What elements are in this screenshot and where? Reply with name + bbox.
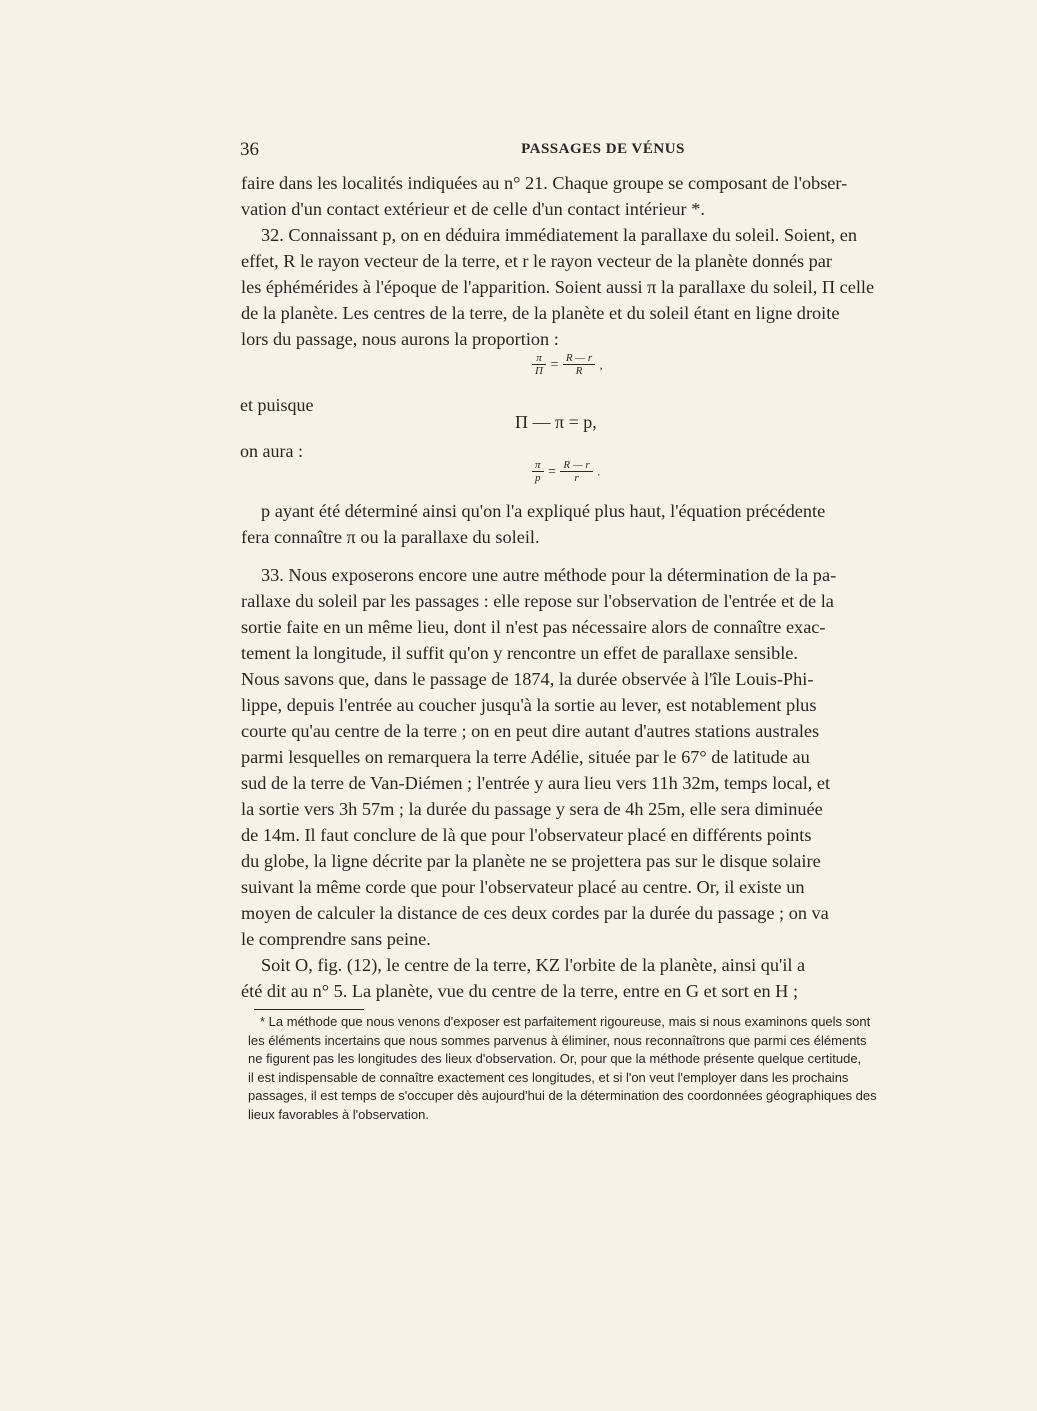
text-line: courte qu'au centre de la terre ; on en peut dire autant d'autres stations australes	[241, 721, 820, 741]
fraction: $\frac{R — r}{R}$	[563, 352, 595, 377]
section-32-conclusion	[241, 498, 927, 550]
text-line: effet, R le rayon vecteur de la terre, et r le rayon vecteur de la planète donnés par	[241, 251, 832, 271]
footnote-line: * La méthode que nous venons d'exposer est parfaitement rigoureuse, mais si nous examinons quels sont	[260, 1014, 871, 1029]
equation-difference: Π — π = p,	[515, 412, 597, 432]
page-number: 36	[240, 139, 259, 160]
section-33	[241, 562, 927, 1004]
fraction: $\frac{\pi}{\Pi}$	[532, 352, 546, 377]
continued-paragraph	[241, 170, 927, 222]
footnote-line: passages, il est temps de s'occuper dès aujourd'hui de la détermination des coordonnées géographiques des	[248, 1088, 877, 1103]
text-line: le comprendre sans peine.	[241, 929, 431, 949]
text-line: fera connaître π ou la parallaxe du soleil.	[241, 527, 540, 547]
text-line: sud de la terre de Van-Diémen ; l'entrée y aura lieu vers 11h 32m, temps local, et	[241, 773, 831, 793]
text-line: du globe, la ligne décrite par la planète ne se projettera pas sur le disque solaire	[241, 851, 821, 871]
text-line: la sortie vers 3h 57m ; la durée du passage y sera de 4h 25m, elle sera diminuée	[241, 799, 823, 819]
text-line: lors du passage, nous aurons la proportion :	[241, 329, 559, 349]
page-header	[240, 139, 926, 165]
text-line: de la planète. Les centres de la terre, de la planète et du soleil étant en ligne droite	[241, 303, 840, 323]
text-line: p ayant été déterminé ainsi qu'on l'a expliqué plus haut, l'équation précédente	[261, 501, 826, 521]
text-line: les éphémérides à l'époque de l'apparition. Soient aussi π la parallaxe du soleil, Π celle	[241, 277, 875, 297]
fraction: $\frac{R — r}{r}$	[560, 459, 592, 484]
footnote-line: lieux favorables à l'observation.	[248, 1106, 429, 1122]
footnote-line: il est indispensable de connaître exactement ces longitudes, et si l'on veut l'employer dans les prochains	[248, 1069, 849, 1085]
text-line: 32. Connaissant p, on en déduira immédiatement la parallaxe du soleil. Soient, en	[261, 225, 858, 245]
text-line: suivant la même corde que pour l'observateur placé au centre. Or, il existe un	[241, 877, 805, 897]
footnote-line: ne figurent pas les longitudes des lieux d'observation. Or, pour que la méthode présente quelque certitude,	[248, 1051, 862, 1066]
text-line: tement la longitude, il suffit qu'on y rencontre un effet de parallaxe sensible.	[241, 643, 798, 663]
text-line: vation d'un contact extérieur et de celle d'un contact intérieur *.	[241, 199, 705, 219]
footnote-divider	[254, 1009, 364, 1010]
text-line: Soit O, fig. (12), le centre de la terre, KZ l'orbite de la planète, ainsi qu'il a	[261, 955, 806, 975]
text-line: parmi lesquelles on remarquera la terre Adélie, située par le 67° de latitude au	[241, 747, 810, 767]
and-since-label: et puisque	[240, 395, 314, 415]
text-line: été dit au n° 5. La planète, vue du centre de la terre, entre en G et sort en H ;	[241, 981, 799, 1001]
text-line: lippe, depuis l'entrée au coucher jusqu'à la sortie au lever, est notablement plus	[241, 695, 817, 715]
running-title: PASSAGES DE VÉNUS	[521, 141, 685, 157]
text-line: 33. Nous exposerons encore une autre méthode pour la détermination de la pa-	[261, 565, 837, 585]
equation-result: $\frac{\pi}{p}$ = $\frac{R — r}{r}$ .	[532, 459, 600, 484]
text-line: Nous savons que, dans le passage de 1874, la durée observée à l'île Louis-Phi-	[241, 669, 814, 689]
text-line: sortie faite en un même lieu, dont il n'est pas nécessaire alors de connaître exac-	[241, 617, 826, 637]
text-line: rallaxe du soleil par les passages : elle repose sur l'observation de l'entrée et de la	[241, 591, 834, 611]
text-line: de 14m. Il faut conclure de là que pour l'observateur placé en différents points	[241, 825, 812, 845]
fraction: $\frac{\pi}{p}$	[532, 459, 544, 484]
footnote-line: les éléments incertains que nous sommes parvenus à éliminer, nous reconnaîtrons que parmi ces éléments	[248, 1032, 867, 1048]
equation-proportion: $\frac{\pi}{\Pi}$ = $\frac{R — r}{R}$ ,	[532, 352, 603, 377]
footnote	[248, 1013, 932, 1124]
text-line: moyen de calculer la distance de ces deux cordes par la durée du passage ; on va	[241, 903, 829, 923]
we-get-label: on aura :	[240, 441, 303, 461]
section-32-intro	[241, 222, 927, 352]
text-line: faire dans les localités indiquées au n° 21. Chaque groupe se composant de l'obser-	[241, 173, 848, 193]
